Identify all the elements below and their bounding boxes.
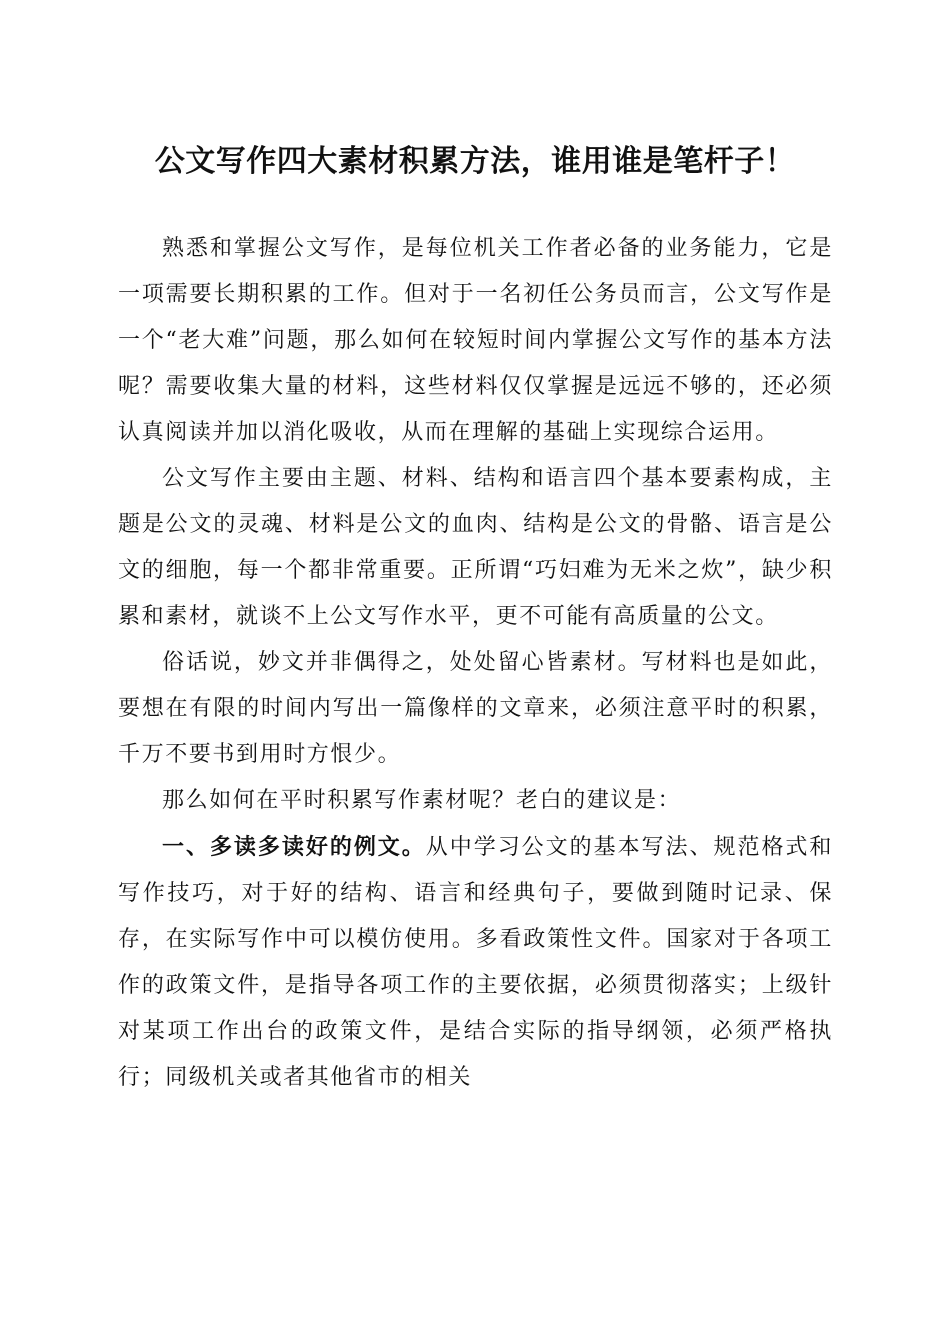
document-body — [118, 226, 833, 1101]
method-one-text: 从中学习公文的基本写法、规范格式和写作技巧，对于好的结构、语言和经典句子，要做到随时记录、保存，在实际写作中可以模仿使用。多看政策性文件。国家对于各项工作的政策文件，是指导各项工作的主要依据，必须贯彻落实；上级针对某项工作出台的政策文件，是结合实际的指导纲领，必须严格执行；同级机关或者其他省市的相关 — [118, 835, 834, 1090]
paragraph-proverb: 俗话说，妙文并非偶得之，处处留心皆素材。写材料也是如此，要想在有限的时间内写出一篇像样的文章来，必须注意平时的积累，千万不要书到用时方恨少。 — [118, 650, 833, 767]
document-title: 公文写作四大素材积累方法，谁用谁是笔杆子！ — [154, 144, 796, 179]
method-one-heading: 一、多读多读好的例文。 — [162, 834, 426, 860]
paragraph-elements: 公文写作主要由主题、材料、结构和语言四个基本要素构成，主题是公文的灵魂、材料是公文的血肉、结构是公文的骨骼、语言是公文的细胞，每一个都非常重要。正所谓“巧妇难为无米之炊”，缺少积累和素材，就谈不上公文写作水平，更不可能有高质量的公文。 — [118, 466, 833, 629]
paragraph-intro: 熟悉和掌握公文写作，是每位机关工作者必备的业务能力，它是一项需要长期积累的工作。但对于一名初任公务员而言，公文写作是一个“老大难”问题，那么如何在较短时间内掌握公文写作的基本方法呢？需要收集大量的材料，这些材料仅仅掌握是远远不够的，还必须认真阅读并加以消化吸收，从而在理解的基础上实现综合运用。 — [118, 236, 833, 445]
paragraph-method-one — [118, 824, 833, 1101]
paragraph-question: 那么如何在平时积累写作素材呢？老白的建议是： — [162, 788, 682, 813]
